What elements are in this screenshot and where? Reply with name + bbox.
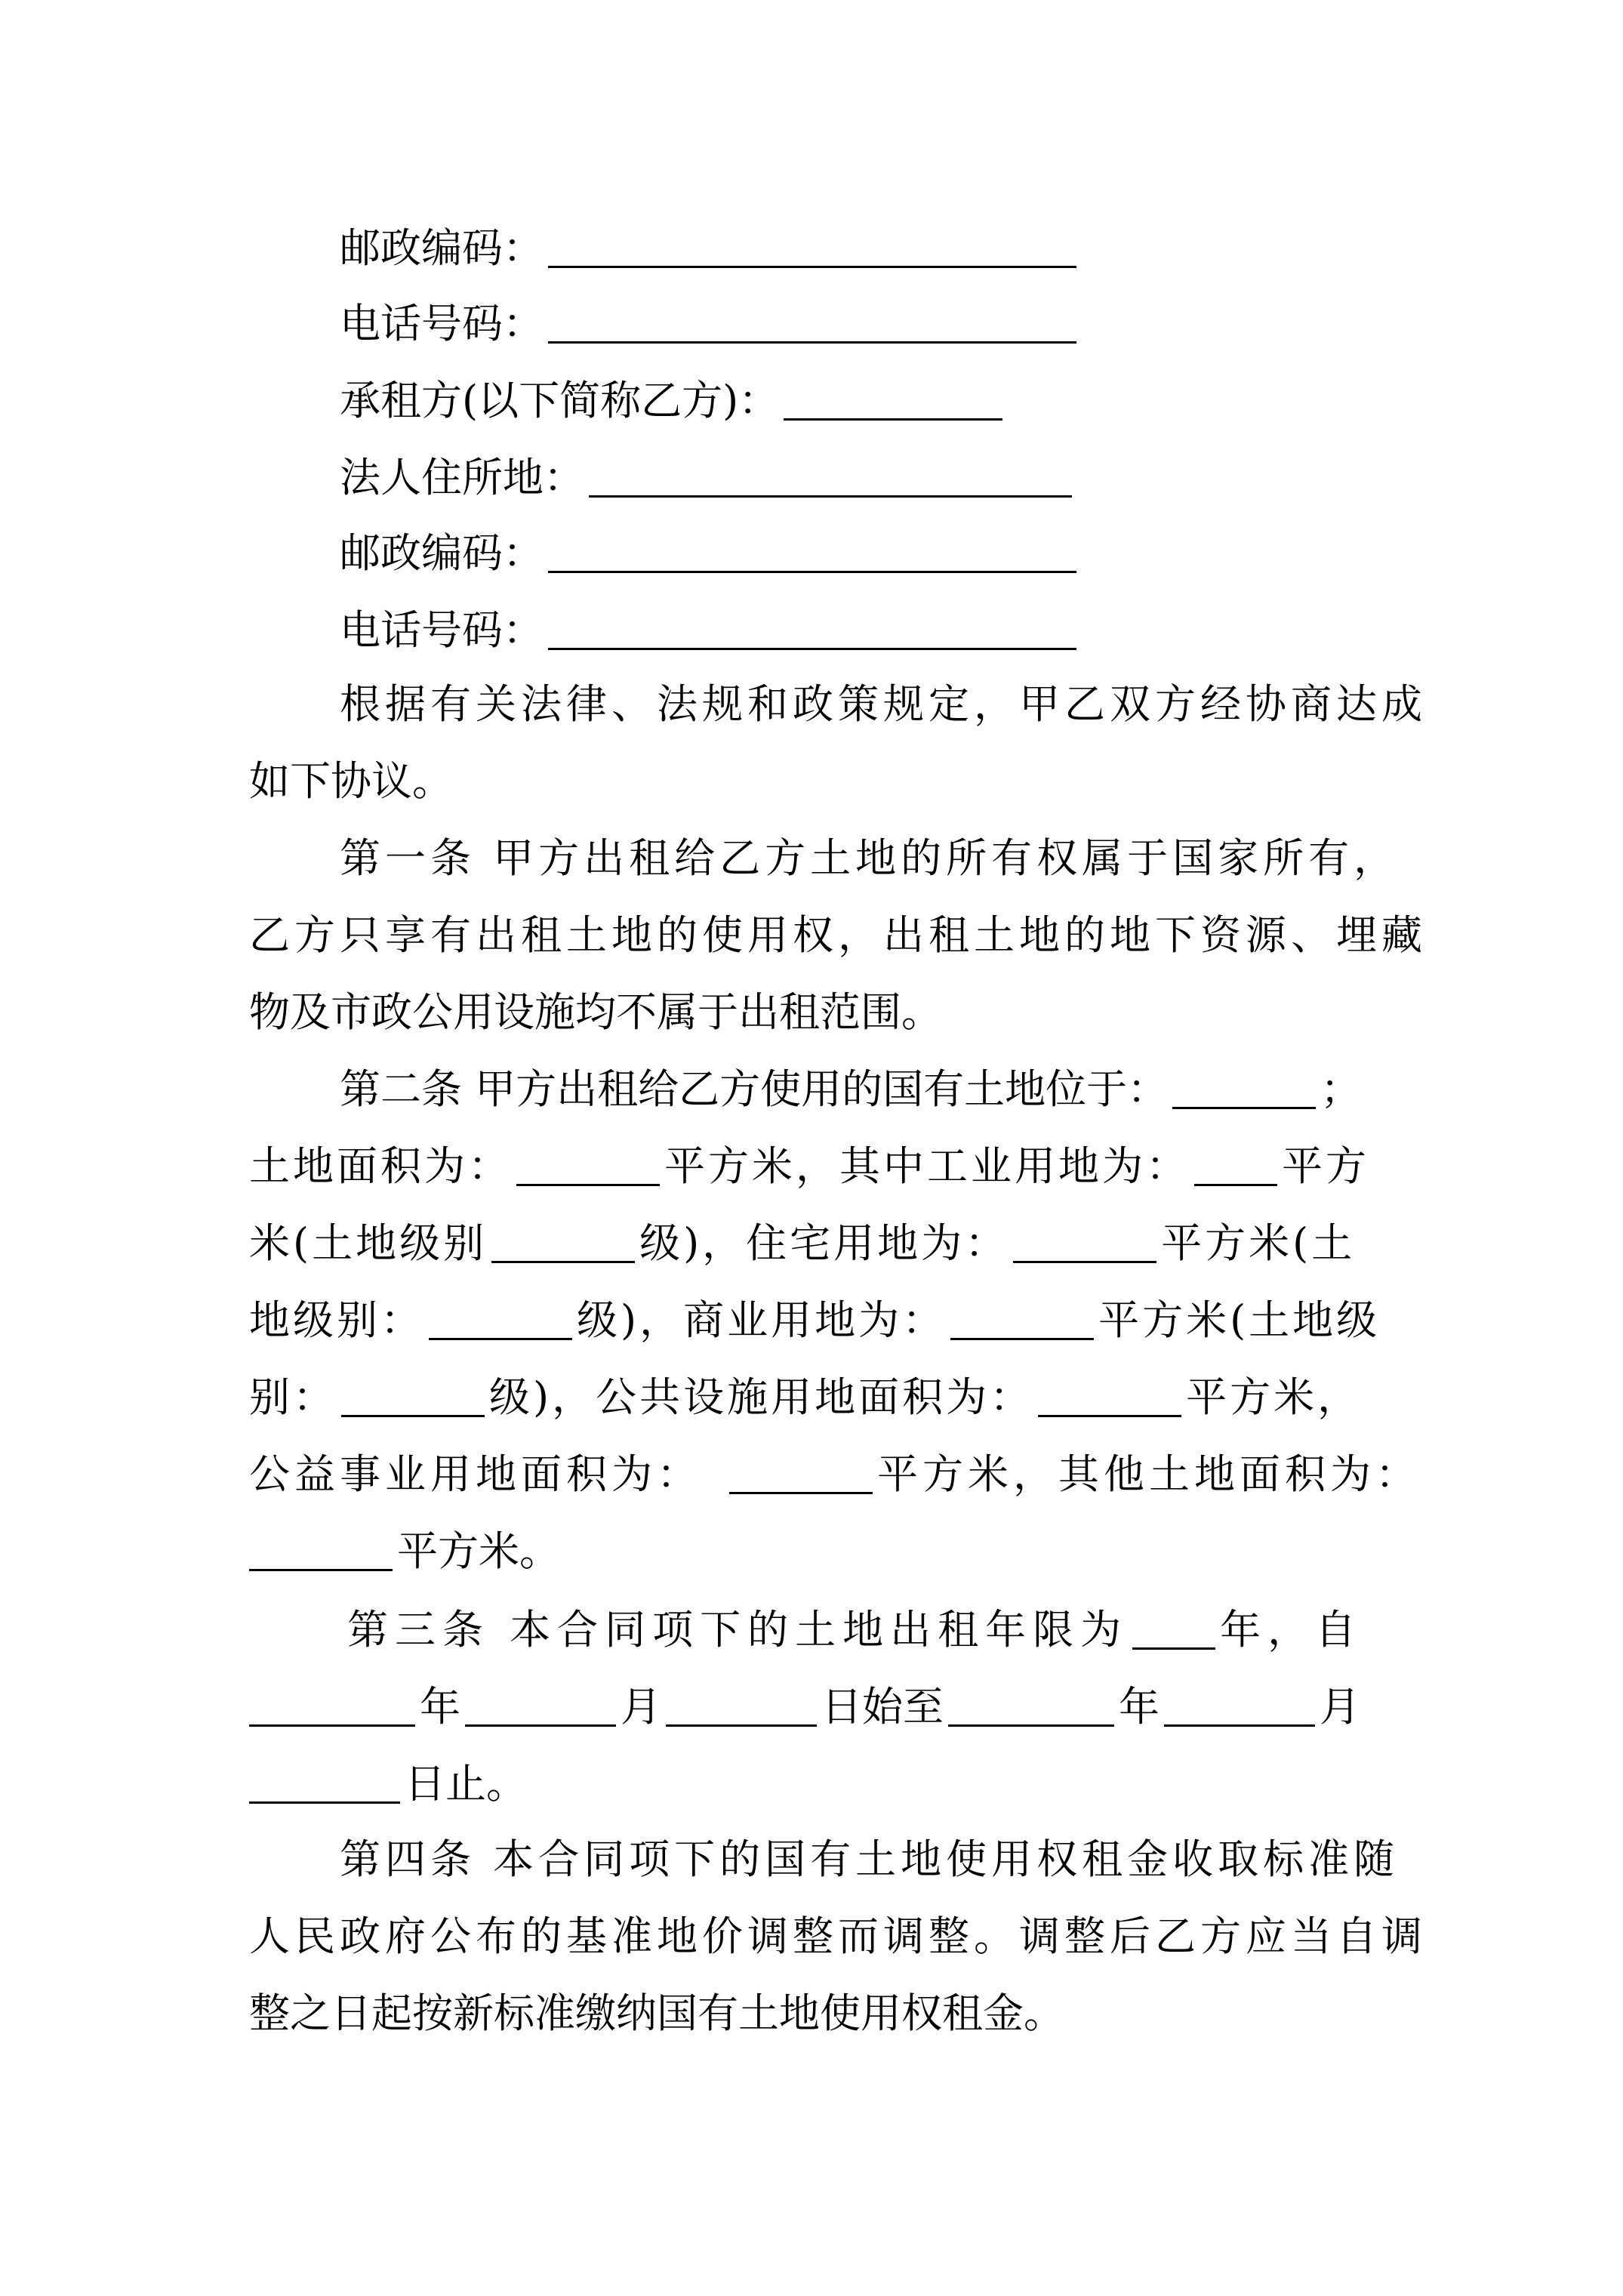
end-month-blank[interactable] — [1164, 1685, 1315, 1727]
land-grade-label: 别： — [249, 1373, 337, 1421]
article1-line-3: 物及市政公用设施均不属于出租范围。 — [249, 988, 942, 1036]
article2-line-2 — [249, 1142, 1369, 1190]
unit-label: 平方米。 — [397, 1527, 560, 1575]
article4-line-1: 第四条 本合同项下的国有土地使用权租金收取标准随 — [340, 1835, 1400, 1883]
public-welfare-label: 公益事业用地面积为： — [249, 1450, 702, 1498]
public-welfare-blank[interactable] — [729, 1453, 873, 1494]
public-facility-blank[interactable] — [1038, 1376, 1181, 1417]
lease-term-label: 第三条 本合同项下的土地出租年限为 — [347, 1606, 1129, 1653]
article1-line-1: 第一条 甲方出租给乙方土地的所有权属于国家所有， — [340, 834, 1400, 882]
phone-label: 电话号码： — [340, 300, 544, 347]
end-day-blank[interactable] — [249, 1762, 400, 1804]
start-month-blank[interactable] — [465, 1685, 616, 1727]
month-label: 月 — [1320, 1683, 1360, 1730]
unit-label: 平方米， — [1186, 1373, 1362, 1421]
end-label: 日止。 — [405, 1760, 527, 1808]
industrial-grade-blank[interactable] — [491, 1222, 635, 1263]
land-location-blank[interactable] — [1172, 1068, 1316, 1109]
article3-line-2 — [249, 1683, 1360, 1730]
article4-line-3: 整之日起按新标准缴纳国有土地使用权租金。 — [249, 1989, 1064, 2037]
residential-land-blank[interactable] — [1013, 1222, 1156, 1263]
year-label: 年 — [420, 1683, 460, 1730]
land-area-label: 土地面积为： — [249, 1142, 512, 1190]
land-area-blank[interactable] — [516, 1145, 660, 1186]
semicolon: ； — [1320, 1065, 1362, 1113]
party-b-postal-code-line — [340, 529, 1081, 577]
lessee-name-blank[interactable] — [784, 379, 1002, 421]
start-year-blank[interactable] — [249, 1685, 415, 1727]
commercial-grade-blank[interactable] — [341, 1376, 485, 1417]
article1-line-2: 乙方只享有出租土地的使用权，出租土地的地下资源、埋藏 — [249, 911, 1427, 959]
article3-line-1 — [347, 1606, 1363, 1653]
party-b-address-line — [340, 454, 1076, 501]
legal-address-blank[interactable] — [589, 456, 1072, 498]
end-year-blank[interactable] — [948, 1685, 1114, 1727]
lease-years-blank[interactable] — [1132, 1608, 1215, 1650]
residential-land-label: 级)，住宅用地为： — [639, 1219, 1009, 1267]
lessee-label: 承租方(以下简称乙方)： — [340, 377, 780, 424]
unit-label: 平方米(土 — [1161, 1219, 1356, 1267]
from-label: 年，自 — [1220, 1606, 1363, 1653]
other-land-label: 平方米，其他土地面积为： — [877, 1450, 1421, 1498]
article3-line-3 — [249, 1760, 527, 1808]
legal-address-label: 法人住所地： — [340, 454, 584, 501]
land-grade-label: 米(土地级别 — [249, 1219, 488, 1267]
start-to-label: 日始至 — [821, 1683, 944, 1730]
unit-label: 平方米(土地级 — [1098, 1296, 1381, 1344]
phone-blank[interactable] — [548, 302, 1076, 344]
commercial-land-label: 级)，商业用地为： — [577, 1296, 947, 1344]
article2-location-label: 第二条 甲方出租给乙方使用的国有土地位于： — [340, 1065, 1169, 1113]
preamble-line-2: 如下协议。 — [249, 757, 453, 805]
commercial-land-blank[interactable] — [950, 1299, 1094, 1340]
postal-code-label: 邮政编码： — [340, 224, 544, 272]
land-grade-label: 地级别： — [249, 1296, 424, 1344]
party-b-title-line — [340, 377, 1007, 424]
industrial-land-label: 平方米，其中工业用地为： — [664, 1142, 1190, 1190]
article2-line-3 — [249, 1219, 1356, 1267]
party-a-postal-code-line — [340, 224, 1081, 272]
industrial-land-blank[interactable] — [1194, 1145, 1277, 1186]
postal-code-blank[interactable] — [548, 227, 1076, 268]
other-land-blank[interactable] — [249, 1530, 393, 1571]
phone-blank[interactable] — [548, 609, 1076, 650]
party-a-phone-line — [340, 300, 1081, 347]
public-facility-label: 级)，公共设施用地面积为： — [489, 1373, 1034, 1421]
article2-line-7 — [249, 1527, 560, 1575]
article2-line-1 — [340, 1065, 1362, 1113]
unit-label: 平方 — [1282, 1142, 1369, 1190]
postal-code-label: 邮政编码： — [340, 529, 544, 577]
month-label: 月 — [621, 1683, 661, 1730]
article4-line-2: 人民政府公布的基准地价调整而调整。调整后乙方应当自调 — [249, 1912, 1427, 1960]
residential-grade-blank[interactable] — [429, 1299, 572, 1340]
article2-line-4 — [249, 1296, 1381, 1344]
party-b-phone-line — [340, 606, 1081, 654]
phone-label: 电话号码： — [340, 606, 544, 654]
start-day-blank[interactable] — [666, 1685, 817, 1727]
year-label: 年 — [1119, 1683, 1160, 1730]
article2-line-6 — [249, 1450, 1421, 1498]
article2-line-5 — [249, 1373, 1362, 1421]
preamble-line-1: 根据有关法律、法规和政策规定，甲乙双方经协商达成 — [340, 680, 1427, 728]
postal-code-blank[interactable] — [548, 532, 1076, 573]
